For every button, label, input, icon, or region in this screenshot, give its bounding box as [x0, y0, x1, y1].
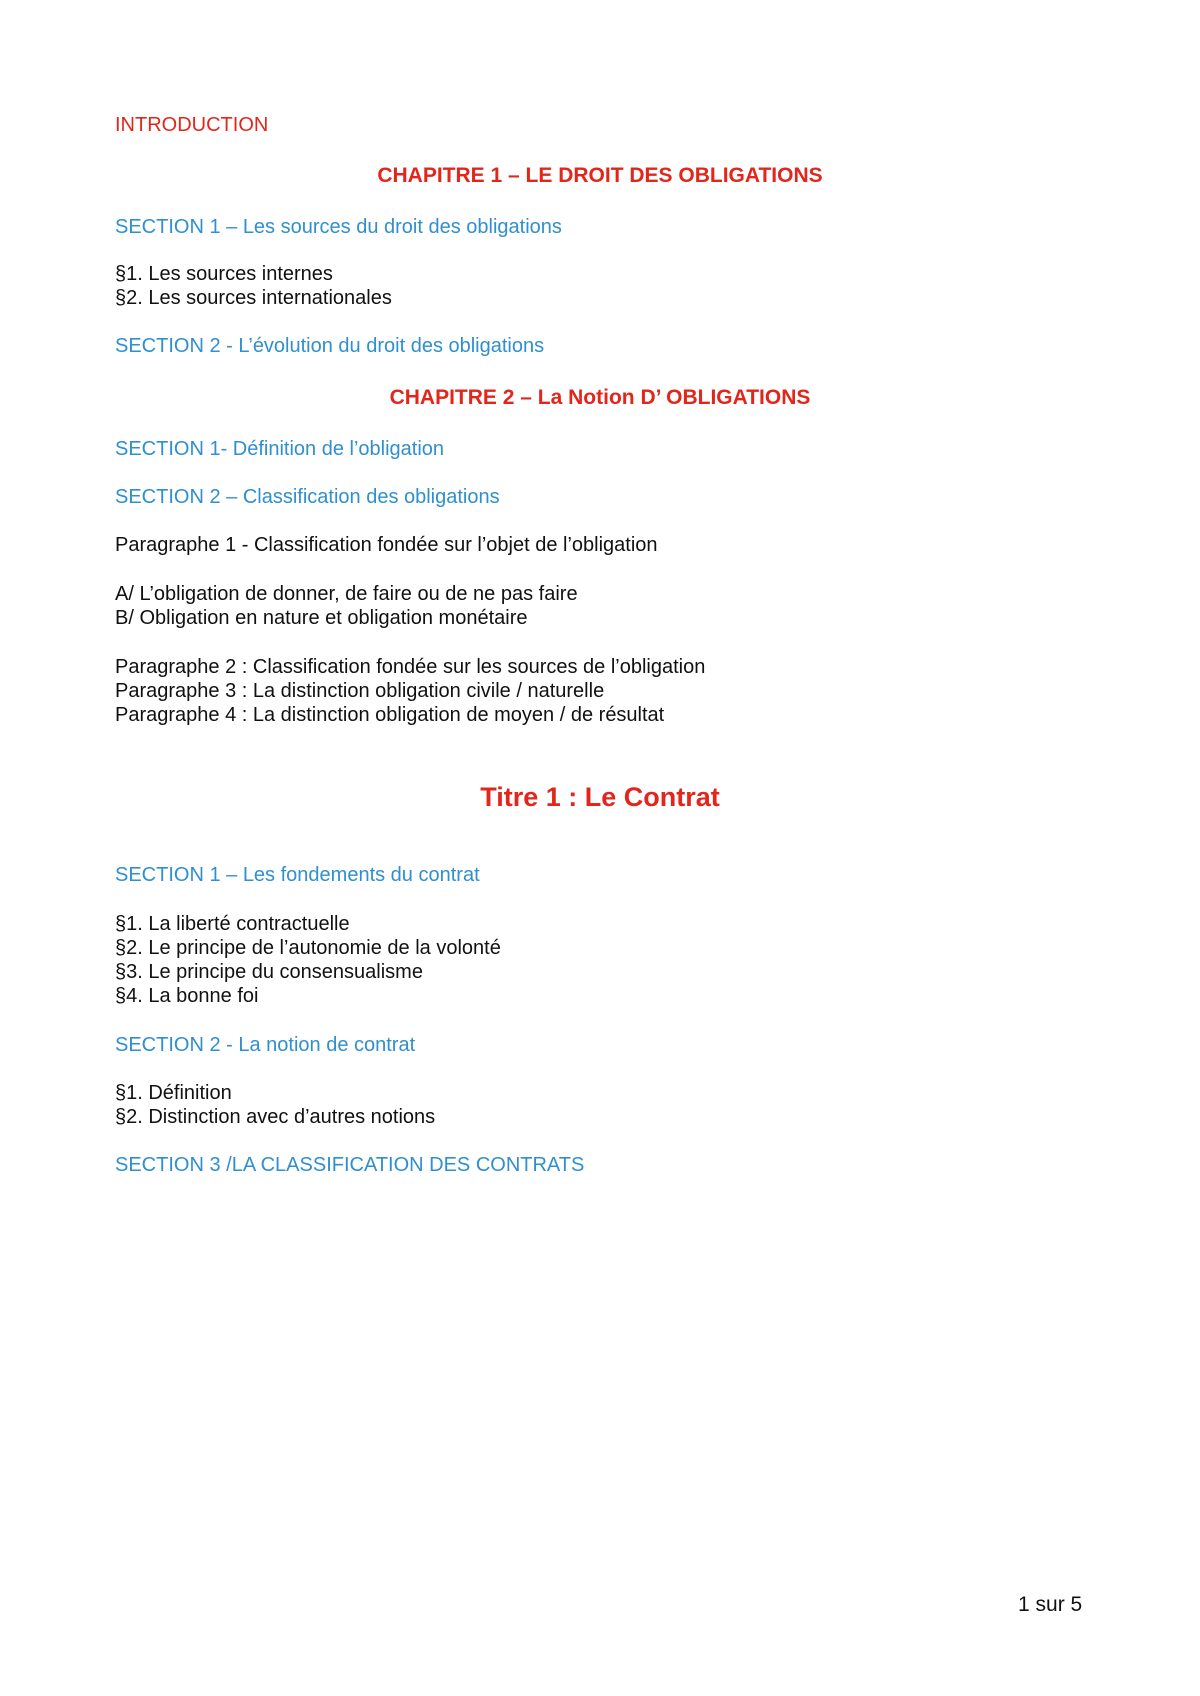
list-item: §3. Le principe du consensualisme — [115, 961, 423, 983]
list-item: Paragraphe 2 : Classification fondée sur les sources de l’obligation — [115, 656, 706, 678]
chapitre-1-section-1: SECTION 1 – Les sources du droit des obligations — [115, 216, 562, 238]
chapitre-1-title: CHAPITRE 1 – LE DROIT DES OBLIGATIONS — [377, 164, 823, 187]
chapitre-2-section-2: SECTION 2 – Classification des obligations — [115, 486, 500, 508]
page-number: 1 sur 5 — [1018, 1593, 1083, 1616]
chapitre-2-title: CHAPITRE 2 – La Notion D’ OBLIGATIONS — [389, 386, 811, 409]
list-item: §1. Les sources internes — [115, 263, 333, 285]
list-item: A/ L’obligation de donner, de faire ou de ne pas faire — [115, 583, 578, 605]
list-item: Paragraphe 4 : La distinction obligation de moyen / de résultat — [115, 704, 665, 726]
titre-1-title: Titre 1 : Le Contrat — [480, 782, 720, 812]
list-item: §4. La bonne foi — [115, 985, 259, 1007]
list-item: §1. La liberté contractuelle — [115, 913, 350, 935]
list-item: §2. Distinction avec d’autres notions — [115, 1106, 436, 1128]
list-item: B/ Obligation en nature et obligation monétaire — [115, 607, 528, 629]
paragraphe-1: Paragraphe 1 - Classification fondée sur l’objet de l’obligation — [115, 534, 658, 556]
chapitre-2-section-1: SECTION 1- Définition de l’obligation — [115, 438, 445, 460]
titre-1-section-1: SECTION 1 – Les fondements du contrat — [115, 864, 480, 886]
list-item: Paragraphe 3 : La distinction obligation civile / naturelle — [115, 680, 605, 702]
titre-1-section-2: SECTION 2 - La notion de contrat — [115, 1034, 416, 1056]
chapitre-1-section-2: SECTION 2 - L’évolution du droit des obligations — [115, 335, 545, 357]
list-item: §1. Définition — [115, 1082, 232, 1104]
introduction-heading: INTRODUCTION — [115, 114, 269, 136]
titre-1-section-3: SECTION 3 /LA CLASSIFICATION DES CONTRATS — [115, 1154, 585, 1176]
list-item: §2. Les sources internationales — [115, 287, 392, 309]
list-item: §2. Le principe de l’autonomie de la volonté — [115, 937, 501, 959]
